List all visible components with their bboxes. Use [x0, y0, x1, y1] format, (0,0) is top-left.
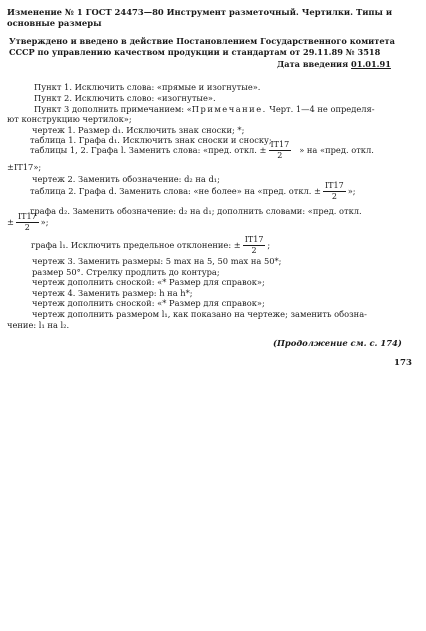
item-p1: Пункт 1. Исключить слова: «прямые и изогнутые».	[34, 82, 261, 92]
approval-line-2: СССР по управлению качеством продукции и стандартам от 29.11.89 № 3518	[9, 47, 381, 57]
approval-line-1: Утверждено и введено в действие Постановлением Государственного комитета	[9, 36, 395, 46]
header-line-2: основные размеры	[7, 18, 102, 28]
item-p9-line1: графа d₂. Заменить обозначение: d₂ на d₁; дополнить словами: «пред. откл.	[30, 206, 362, 216]
item-p5: таблица 1. Графа d₁. Исключить знак сноски и сноску;	[30, 135, 272, 145]
effective-date-label: Дата введения	[277, 59, 349, 69]
item-p13: чертеж дополнить сноской: «* Размер для справок»;	[32, 277, 265, 287]
item-p6-line2: ±IT17»;	[7, 162, 42, 172]
item-p10: графа l₁. Исключить предельное отклонение: ± $\frac{IT17}{2}$ ;	[31, 235, 271, 255]
item-p3-line1: Пункт 3 дополнить примечанием: «Примечание. Черт. 1—4 не определя-	[34, 104, 375, 114]
effective-date	[277, 60, 391, 69]
item-p16-line1: чертеж дополнить размером l₁, как показано на чертеже; заменить обозна-	[32, 309, 367, 319]
item-p11: чертеж 3. Заменить размеры: 5 max на 5, 50 max на 50*;	[32, 256, 282, 266]
item-p6-line1: таблицы 1, 2. Графа l. Заменить слова: «пред. откл. ± $\frac{IT17}{2}$ » на «пред. откл.	[30, 140, 374, 160]
effective-date-value: 01.01.91	[351, 59, 391, 69]
item-p9-line2: ± $\frac{IT17}{2}$ »;	[7, 212, 49, 232]
item-p2: Пункт 2. Исключить слово: «изогнутые».	[34, 93, 216, 103]
fraction: $\frac{IT17}{2}$	[17, 212, 37, 232]
continuation-note: (Продолжение см. с. 174)	[273, 338, 402, 348]
fraction: $\frac{IT17}{2}$	[244, 235, 264, 255]
note-word: Примечание.	[191, 104, 267, 114]
header-line-1: Изменение № 1 ГОСТ 24473—80 Инструмент разметочный. Чертилки. Типы и	[7, 7, 393, 17]
item-p16-line2: чение: l₁ на l₂.	[7, 320, 70, 330]
item-p15: чертеж дополнить сноской: «* Размер для справок»;	[32, 298, 265, 308]
fraction: $\frac{IT17}{2}$	[270, 140, 290, 160]
item-p3-line2: ют конструкцию чертилок»;	[7, 114, 132, 124]
item-p8: таблица 2. Графа d. Заменить слова: «не более» на «пред. откл. ± $\frac{IT17}{2}$ »;	[30, 181, 356, 201]
page-number: 173	[394, 358, 412, 368]
item-p7: чертеж 2. Заменить обозначение: d₂ на d₁;	[32, 174, 220, 184]
fraction: $\frac{IT17}{2}$	[325, 181, 344, 201]
item-p4: чертеж 1. Размер d₁. Исключить знак сноски; *;	[32, 125, 245, 135]
item-p14: чертеж 4. Заменить размер: h на h*;	[32, 288, 193, 298]
item-p12: размер 50°. Стрелку продлить до контура;	[32, 267, 220, 277]
